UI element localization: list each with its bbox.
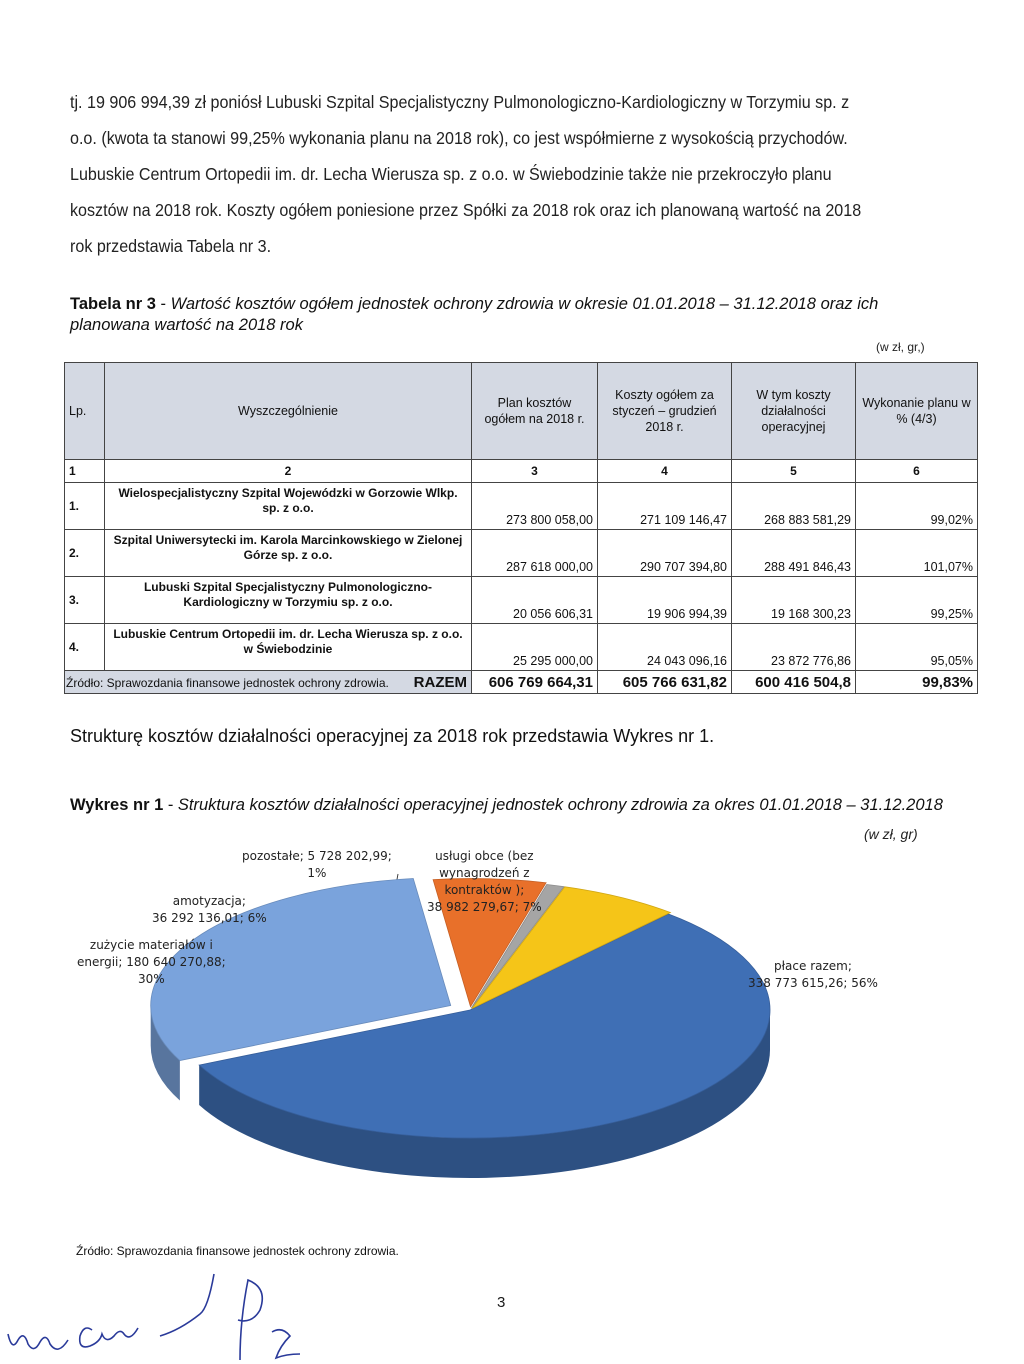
slice-label-line: usługi obce (bez	[435, 849, 534, 863]
slice-label-line: 30%	[138, 972, 165, 986]
chart-caption-label: Wykres nr 1	[70, 796, 164, 814]
slice-label-depreciation	[152, 893, 267, 927]
header-lp: Lp.	[65, 363, 105, 460]
row-costs: 24 043 096,16	[598, 624, 732, 671]
row-name: Lubuski Szpital Specjalistyczny Pulmonologiczno-Kardiologiczny w Torzymiu sp. z o.o.	[105, 577, 472, 624]
slice-label-line: kontraktów );	[444, 883, 525, 897]
total-operating: 600 416 504,8	[732, 671, 856, 694]
total-plan: 606 769 664,31	[472, 671, 598, 694]
row-operating: 23 872 776,86	[732, 624, 856, 671]
header-plan: Plan kosztów ogółem na 2018 r.	[472, 363, 598, 460]
row-name: Wielospecjalistyczny Szpital Wojewódzki w Gorzowie Wlkp. sp. z o.o.	[105, 483, 472, 530]
total-costs: 605 766 631,82	[598, 671, 732, 694]
table-caption-text: Wartość kosztów ogółem jednostek ochrony zdrowia w okresie 01.01.2018 – 31.12.2018 oraz ich planowana wartość na 2018 rok	[70, 295, 879, 334]
header-name: Wyszczególnienie	[105, 363, 472, 460]
slice-label-line: 36 292 136,01; 6%	[152, 911, 267, 925]
column-number: 4	[598, 460, 732, 483]
intro-paragraph: tj. 19 906 994,39 zł poniósł Lubuski Szpital Specjalistyczny Pulmonologiczno-Kardiologiczny w Torzymiu sp. z o.o. (kwota ta stanowi 99,25% wykonania planu na 2018 rok), co jest współmierne z wysokością przychodów. Lubuskie Centrum Ortopedii im. dr. Lecha Wierusza sp. z o.o. w Świebodzinie także nie przekroczyło planu kosztów na 2018 rok. Koszty ogółem poniesione przez Spółki za 2018 rok oraz ich planowaną wartość na 2018 rok przedstawia Tabela nr 3.	[70, 92, 862, 256]
slice-label-line: 1%	[307, 866, 327, 880]
row-plan: 25 295 000,00	[472, 624, 598, 671]
row-plan: 273 800 058,00	[472, 483, 598, 530]
column-number: 6	[856, 460, 978, 483]
table-caption-sep: -	[155, 295, 171, 313]
row-execution: 95,05%	[856, 624, 978, 671]
table-unit: (w zł, gr,)	[876, 340, 925, 354]
slice-label-line: pozostałe; 5 728 202,99;	[242, 849, 392, 863]
table-caption-label: Tabela nr 3	[70, 295, 156, 313]
slice-label-other	[242, 848, 392, 882]
column-number: 2	[105, 460, 472, 483]
row-lp: 2.	[65, 530, 105, 577]
total-label: RAZEM	[65, 671, 472, 694]
row-costs: 271 109 146,47	[598, 483, 732, 530]
row-name: Szpital Uniwersytecki im. Karola Marcinkowskiego w Zielonej Górze sp. z o.o.	[105, 530, 472, 577]
total-execution: 99,83%	[856, 671, 978, 694]
signature-image	[0, 1270, 360, 1364]
chart-caption-sep: -	[163, 796, 178, 814]
header-costs: Koszty ogółem za styczeń – grudzień 2018 r.	[598, 363, 732, 460]
header-operating: W tym koszty działalności operacyjnej	[732, 363, 856, 460]
slice-label-line: zużycie materiałów i	[89, 938, 213, 952]
row-plan: 287 618 000,00	[472, 530, 598, 577]
chart-caption-text: Struktura kosztów działalności operacyjnej jednostek ochrony zdrowia za okres 01.01.2018 – 31.12.2018	[177, 796, 943, 814]
row-execution: 101,07%	[856, 530, 978, 577]
row-lp: 4.	[65, 624, 105, 671]
slice-label-services	[427, 848, 542, 916]
slice-label-line: amotyzacja;	[172, 894, 246, 908]
chart-source: Źródło: Sprawozdania finansowe jednostek ochrony zdrowia.	[76, 1244, 399, 1258]
page-number: 3	[497, 1294, 506, 1311]
row-operating: 19 168 300,23	[732, 577, 856, 624]
slice-label-line: 338 773 615,26; 56%	[748, 976, 878, 990]
slice-label-line: energii; 180 640 270,88;	[77, 955, 226, 969]
slice-label-materials	[77, 937, 226, 988]
slice-label-line: wynagrodzeń z	[439, 866, 530, 880]
row-execution: 99,25%	[856, 577, 978, 624]
chart-unit: (w zł, gr)	[864, 826, 918, 842]
row-costs: 290 707 394,80	[598, 530, 732, 577]
column-number: 3	[472, 460, 598, 483]
row-plan: 20 056 606,31	[472, 577, 598, 624]
row-operating: 288 491 846,43	[732, 530, 856, 577]
column-number: 1	[65, 460, 105, 483]
column-number: 5	[732, 460, 856, 483]
row-execution: 99,02%	[856, 483, 978, 530]
row-lp: 1.	[65, 483, 105, 530]
structure-sentence: Strukturę kosztów działalności operacyjnej za 2018 rok przedstawia Wykres nr 1.	[70, 726, 715, 746]
header-execution: Wykonanie planu w % (4/3)	[856, 363, 978, 460]
slice-label-line: płace razem;	[774, 959, 852, 973]
row-lp: 3.	[65, 577, 105, 624]
row-name: Lubuskie Centrum Ortopedii im. dr. Lecha Wierusza sp. z o.o. w Świebodzinie	[105, 624, 472, 671]
slice-label-place	[748, 958, 878, 992]
row-costs: 19 906 994,39	[598, 577, 732, 624]
table-source: Źródło: Sprawozdania finansowe jednostek ochrony zdrowia.	[66, 676, 389, 690]
slice-label-line: 38 982 279,67; 7%	[427, 900, 542, 914]
row-operating: 268 883 581,29	[732, 483, 856, 530]
